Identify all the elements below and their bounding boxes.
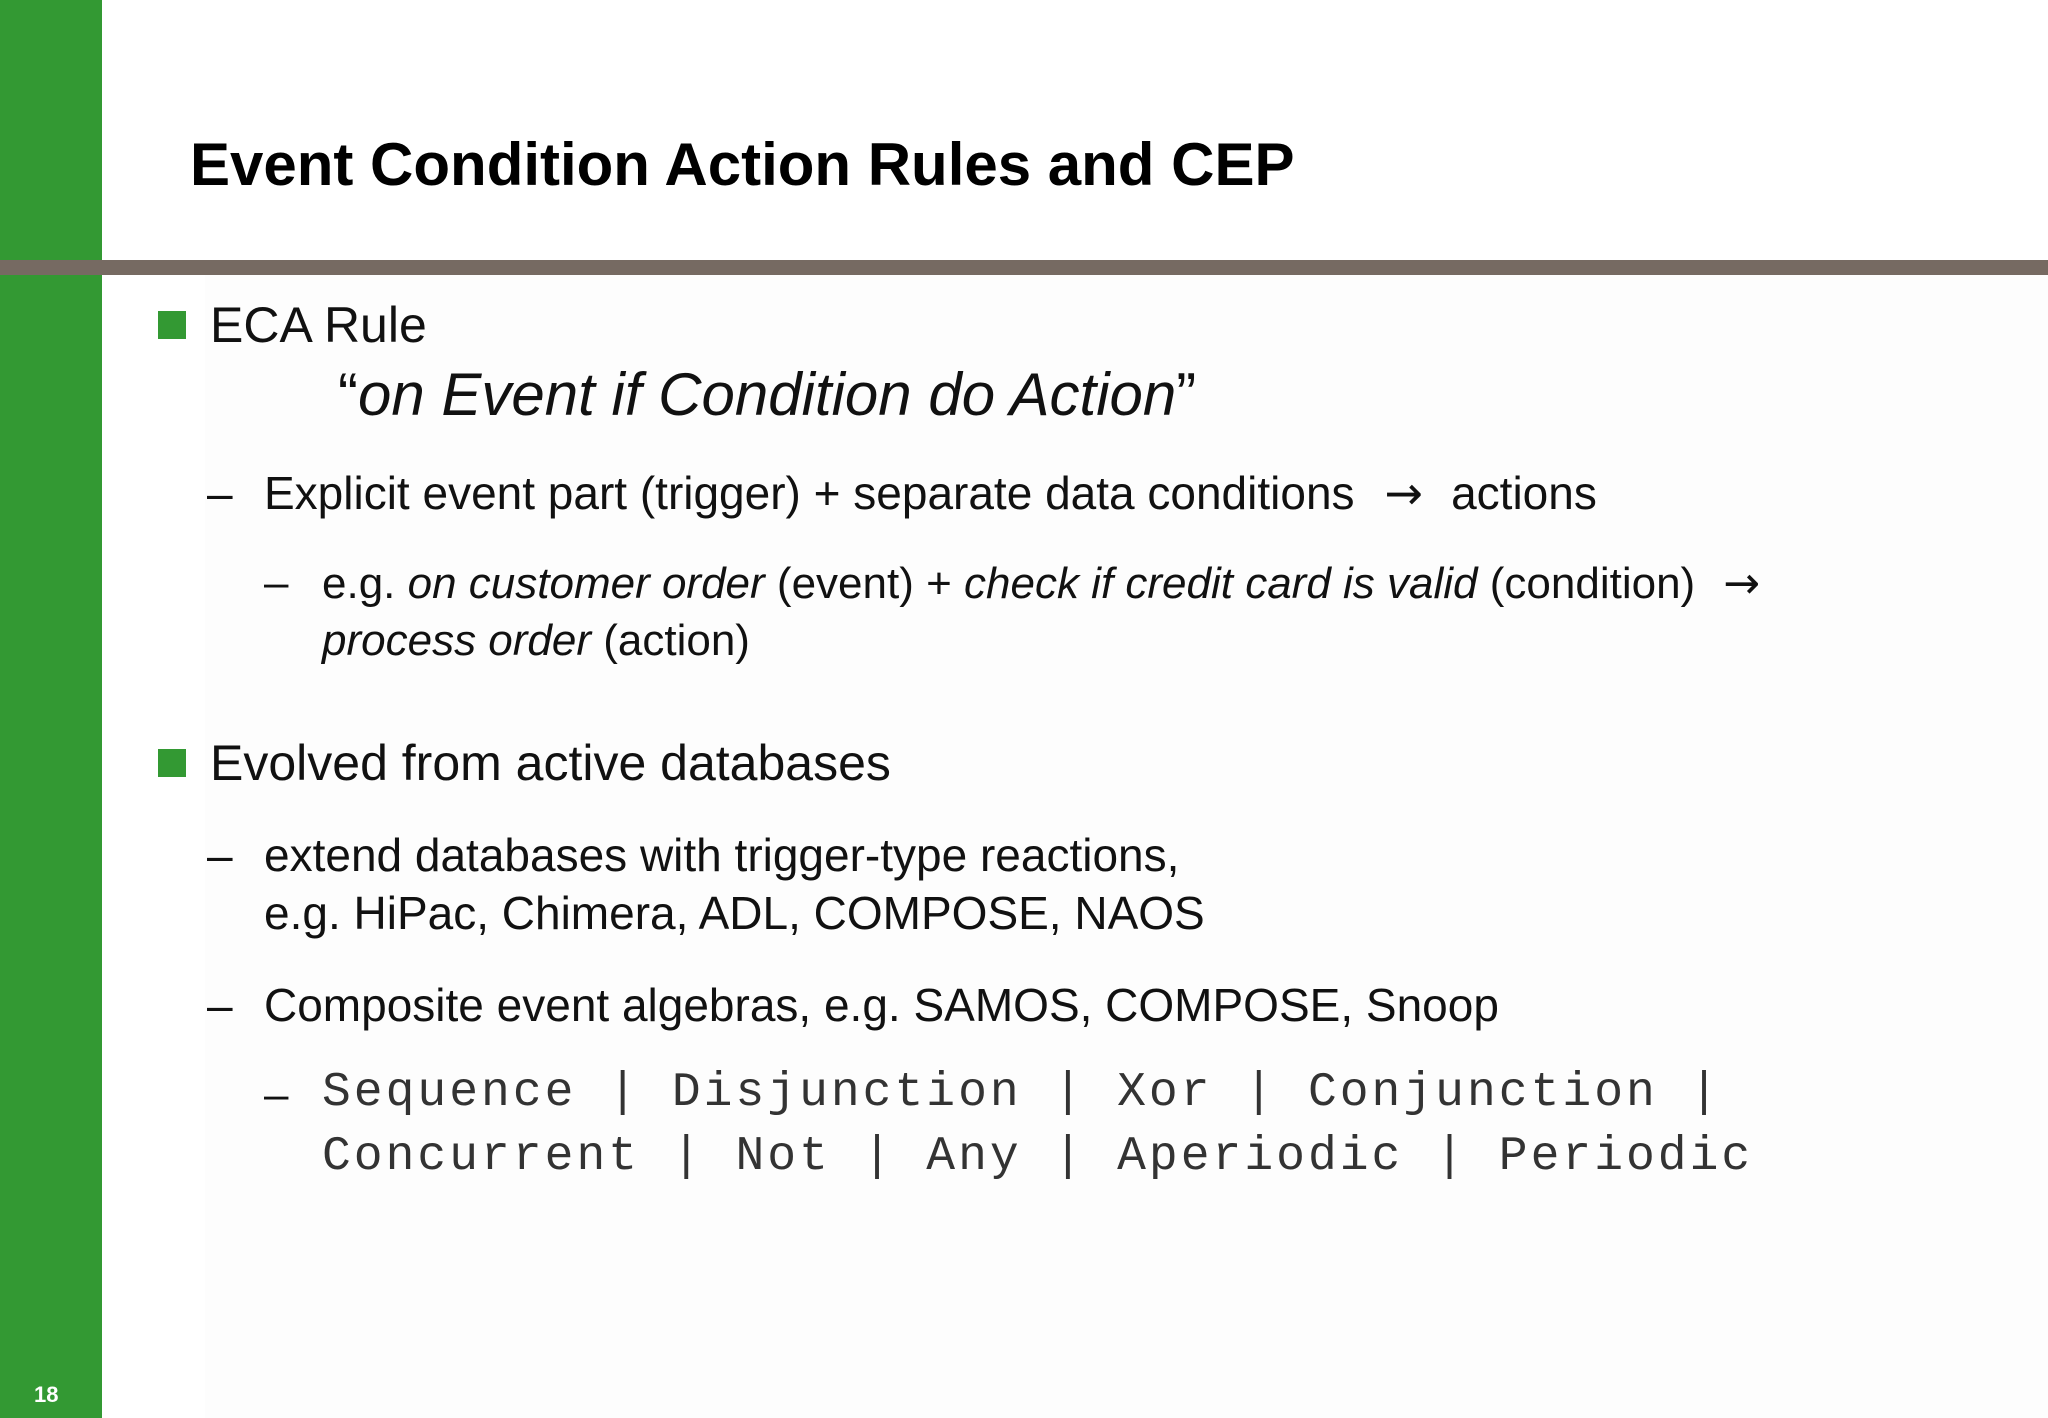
event-operators-line-2: Concurrent | Not | Any | Aperiodic | Periodic xyxy=(322,1130,1754,1184)
example-event-label: (event) + xyxy=(764,559,964,608)
page-number: 18 xyxy=(34,1382,59,1407)
quote-open-mark: “ xyxy=(338,361,358,428)
example-prefix: e.g. xyxy=(322,559,408,608)
slide-title: Event Condition Action Rules and CEP xyxy=(190,131,1295,198)
title-divider xyxy=(0,260,2048,275)
dash-marker: – xyxy=(264,558,289,607)
left-accent-bar xyxy=(0,0,102,1418)
eca-example-line-2 xyxy=(322,616,750,666)
extend-databases-line-2: e.g. HiPac, Chimera, ADL, COMPOSE, NAOS xyxy=(264,887,1205,939)
dash-marker: – xyxy=(207,467,233,519)
bullet-square-icon xyxy=(158,749,186,777)
bullet-square-icon xyxy=(158,311,186,339)
item-text: Explicit event part (trigger) + separate data conditions xyxy=(264,467,1355,519)
item-after-text: actions xyxy=(1451,467,1597,519)
quote-text: on Event if Condition do Action xyxy=(357,361,1177,428)
composite-event-algebras: Composite event algebras, e.g. SAMOS, COMPOSE, Snoop xyxy=(264,979,1499,1031)
bullet-eca-rule: ECA Rule xyxy=(210,297,427,353)
eca-explicit-event-item xyxy=(264,466,1597,520)
right-arrow-icon: → xyxy=(1723,558,1761,609)
quote-close-mark: ” xyxy=(1176,361,1197,428)
dash-marker: – xyxy=(207,979,233,1031)
eca-quote xyxy=(338,360,1196,429)
eca-example-line-1 xyxy=(322,558,1760,609)
example-condition-label: (condition) xyxy=(1477,559,1696,608)
bullet-active-databases: Evolved from active databases xyxy=(210,735,891,791)
example-action: process order xyxy=(322,616,592,665)
dash-marker: – xyxy=(207,829,233,881)
dash-marker: – xyxy=(264,1070,289,1119)
event-operators-line-1: Sequence | Disjunction | Xor | Conjunction | xyxy=(322,1066,1722,1120)
example-condition: check if credit card is valid xyxy=(964,559,1478,608)
extend-databases-line-1: extend databases with trigger-type reactions, xyxy=(264,829,1180,881)
example-action-label: (action) xyxy=(591,616,750,665)
example-event: on customer order xyxy=(407,559,765,608)
right-arrow-icon: → xyxy=(1384,466,1424,520)
